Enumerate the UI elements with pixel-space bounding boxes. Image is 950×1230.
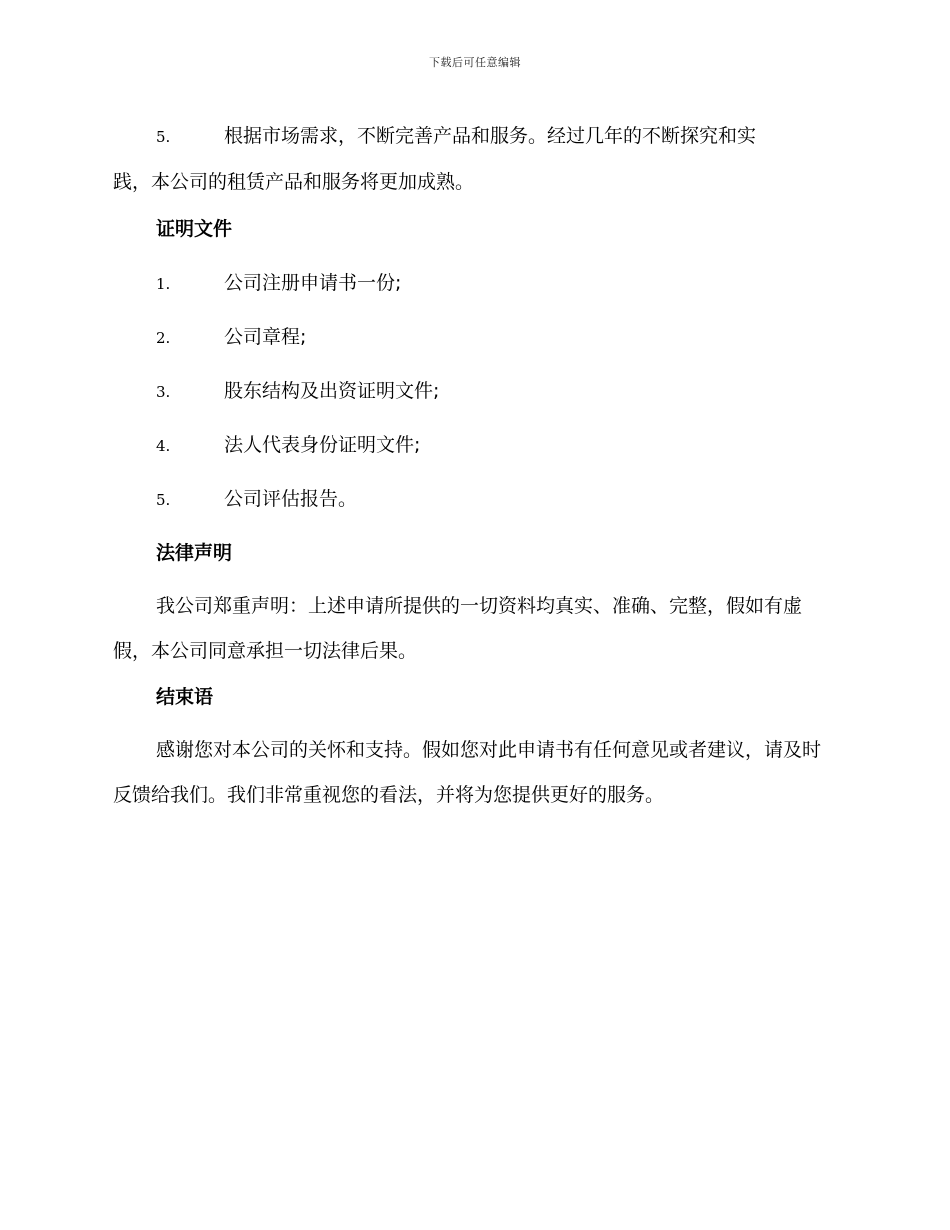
list-item-number: 4. <box>156 437 171 455</box>
list-item-text: 公司注册申请书一份; <box>224 272 402 294</box>
list-item <box>156 376 835 430</box>
list-item-text: 公司章程; <box>224 326 307 348</box>
list-item <box>156 430 835 484</box>
list-item-text: 法人代表身份证明文件; <box>224 434 421 456</box>
list-item-number: 2. <box>156 329 171 347</box>
page-header: 下载后可任意编辑 <box>429 56 521 69</box>
legal-heading: 法律声明 <box>156 542 233 564</box>
list-item-number: 3. <box>156 383 171 401</box>
legal-paragraph: 我公司郑重声明：上述申请所提供的一切资料均真实、准确、完整，假如有虚假，本公司同意承担一切法律后果。 <box>113 595 803 662</box>
closing-paragraph: 感谢您对本公司的关怀和支持。假如您对此申请书有任何意见或者建议，请及时反馈给我们。我们非常重视您的看法，并将为您提供更好的服务。 <box>113 739 822 806</box>
list-item-text: 股东结构及出资证明文件; <box>224 380 440 402</box>
intro-item-line2: 践，本公司的租赁产品和服务将更加成熟。 <box>113 171 475 193</box>
closing-heading: 结束语 <box>156 686 214 708</box>
document-body <box>113 114 835 818</box>
list-item-number: 1. <box>156 275 171 293</box>
intro-item-number: 5. <box>156 128 171 146</box>
list-item <box>156 484 835 538</box>
list-item-number: 5. <box>156 491 171 509</box>
list-item <box>156 322 835 376</box>
intro-item-line1: 根据市场需求，不断完善产品和服务。经过几年的不断探究和实 <box>224 125 757 147</box>
list-item-text: 公司评估报告。 <box>224 488 358 510</box>
list-item <box>156 268 835 322</box>
intro-list-item <box>113 114 835 204</box>
documents-heading: 证明文件 <box>156 218 233 240</box>
